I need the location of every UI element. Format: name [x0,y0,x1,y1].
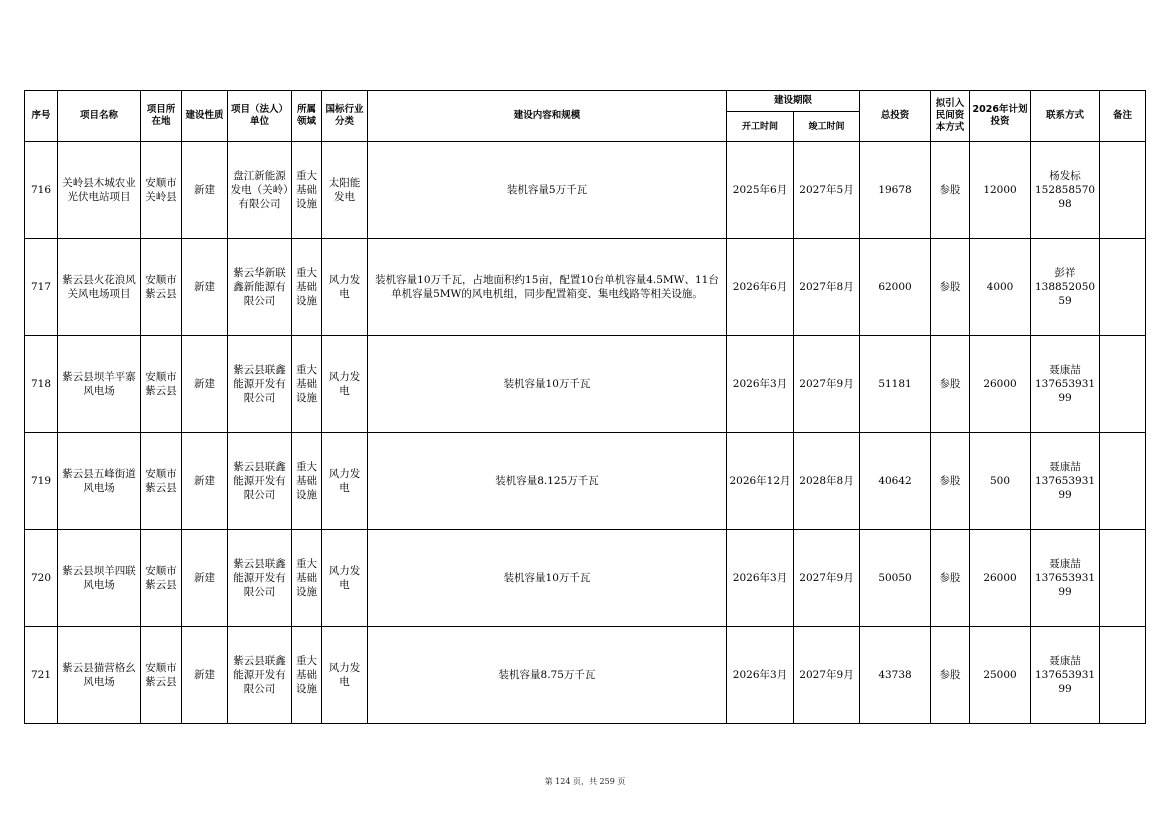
cell-contact [1031,627,1100,724]
cell-contact [1031,433,1100,530]
cell-location: 安顺市紫云县 [141,627,182,724]
cell-contact [1031,239,1100,336]
header-contact: 联系方式 [1031,91,1100,142]
contact-phone: 13885205059 [1034,281,1096,307]
cell-end: 2027年9月 [794,627,860,724]
header-period: 建设期限 [727,91,860,112]
cell-invest: 40642 [860,433,931,530]
cell-content: 装机容量5万千瓦 [368,142,727,239]
cell-note [1100,433,1146,530]
cell-seq: 716 [25,142,58,239]
cell-capital: 参股 [931,142,970,239]
cell-industry: 风力发电 [322,433,368,530]
cell-content: 装机容量8.125万千瓦 [368,433,727,530]
cell-domain: 重大基础设施 [292,142,322,239]
cell-end: 2027年5月 [794,142,860,239]
header-invest: 总投资 [860,91,931,142]
header-row-1 [25,91,1146,112]
header-industry: 国标行业分类 [322,91,368,142]
cell-location: 安顺市紫云县 [141,336,182,433]
cell-location: 安顺市紫云县 [141,239,182,336]
cell-unit: 紫云县联鑫能源开发有限公司 [228,336,292,433]
contact-phone: 15285857098 [1034,184,1096,210]
cell-start: 2025年6月 [727,142,794,239]
cell-seq: 721 [25,627,58,724]
cell-name: 紫云县五峰街道风电场 [58,433,141,530]
contact-phone: 13765393199 [1034,475,1096,501]
cell-industry: 风力发电 [322,336,368,433]
cell-unit: 紫云华新联鑫新能源有限公司 [228,239,292,336]
cell-note [1100,627,1146,724]
header-note: 备注 [1100,91,1146,142]
cell-plan: 4000 [970,239,1031,336]
cell-nature: 新建 [182,142,228,239]
cell-unit: 紫云县联鑫能源开发有限公司 [228,627,292,724]
header-nature: 建设性质 [182,91,228,142]
cell-invest: 19678 [860,142,931,239]
contact-name: 聂康喆 [1049,655,1081,667]
table-row [25,530,1146,627]
cell-name: 紫云县坝羊四联风电场 [58,530,141,627]
header-domain: 所属领域 [292,91,322,142]
page-footer: 第 124 页，共 259 页 [544,777,626,786]
cell-invest: 43738 [860,627,931,724]
cell-start: 2026年6月 [727,239,794,336]
contact-phone: 13765393199 [1034,572,1096,598]
cell-plan: 25000 [970,627,1031,724]
cell-industry: 太阳能发电 [322,142,368,239]
cell-nature: 新建 [182,627,228,724]
cell-contact [1031,530,1100,627]
cell-capital: 参股 [931,530,970,627]
contact-name: 聂康喆 [1049,461,1081,473]
cell-end: 2027年8月 [794,239,860,336]
header-plan: 2026年计划投资 [970,91,1031,142]
cell-nature: 新建 [182,239,228,336]
cell-domain: 重大基础设施 [292,627,322,724]
cell-note [1100,239,1146,336]
cell-start: 2026年3月 [727,336,794,433]
contact-name: 杨发标 [1049,170,1081,182]
cell-name: 关岭县木城农业光伏电站项目 [58,142,141,239]
cell-unit: 紫云县联鑫能源开发有限公司 [228,530,292,627]
cell-seq: 718 [25,336,58,433]
cell-capital: 参股 [931,239,970,336]
cell-name: 紫云县坝羊平寨风电场 [58,336,141,433]
cell-invest: 50050 [860,530,931,627]
cell-end: 2028年8月 [794,433,860,530]
cell-name: 紫云县猫营格幺风电场 [58,627,141,724]
project-table [24,90,1146,724]
header-end: 竣工时间 [794,112,860,142]
contact-name: 彭祥 [1054,267,1076,279]
cell-nature: 新建 [182,336,228,433]
cell-contact [1031,336,1100,433]
cell-start: 2026年12月 [727,433,794,530]
cell-invest: 51181 [860,336,931,433]
cell-capital: 参股 [931,627,970,724]
cell-note [1100,142,1146,239]
cell-note [1100,336,1146,433]
cell-invest: 62000 [860,239,931,336]
cell-nature: 新建 [182,433,228,530]
cell-content: 装机容量10万千瓦，占地面积约15亩，配置10台单机容量4.5MW、11台单机容量5MW的风电机组，同步配置箱变、集电线路等相关设施。 [368,239,727,336]
cell-location: 安顺市紫云县 [141,530,182,627]
table-row [25,336,1146,433]
header-capital: 拟引入民间资本方式 [931,91,970,142]
table-row [25,142,1146,239]
cell-unit: 盘江新能源发电（关岭）有限公司 [228,142,292,239]
cell-seq: 719 [25,433,58,530]
header-unit: 项目（法人）单位 [228,91,292,142]
cell-content: 装机容量10万千瓦 [368,530,727,627]
cell-domain: 重大基础设施 [292,530,322,627]
cell-content: 装机容量10万千瓦 [368,336,727,433]
cell-domain: 重大基础设施 [292,336,322,433]
cell-end: 2027年9月 [794,336,860,433]
cell-nature: 新建 [182,530,228,627]
contact-name: 聂康喆 [1049,558,1081,570]
cell-industry: 风力发电 [322,239,368,336]
cell-location: 安顺市关岭县 [141,142,182,239]
cell-industry: 风力发电 [322,530,368,627]
cell-content: 装机容量8.75万千瓦 [368,627,727,724]
cell-domain: 重大基础设施 [292,239,322,336]
cell-seq: 717 [25,239,58,336]
cell-location: 安顺市紫云县 [141,433,182,530]
table-body [25,142,1146,724]
cell-note [1100,530,1146,627]
header-name: 项目名称 [58,91,141,142]
header-start: 开工时间 [727,112,794,142]
table-row [25,239,1146,336]
header-location: 项目所在地 [141,91,182,142]
cell-contact [1031,142,1100,239]
cell-name: 紫云县火花浪风关风电场项目 [58,239,141,336]
header-content: 建设内容和规模 [368,91,727,142]
cell-plan: 26000 [970,336,1031,433]
contact-phone: 13765393199 [1034,378,1096,404]
cell-unit: 紫云县联鑫能源开发有限公司 [228,433,292,530]
cell-domain: 重大基础设施 [292,433,322,530]
contact-phone: 13765393199 [1034,669,1096,695]
header-seq: 序号 [25,91,58,142]
cell-seq: 720 [25,530,58,627]
cell-plan: 500 [970,433,1031,530]
cell-plan: 12000 [970,142,1031,239]
cell-capital: 参股 [931,336,970,433]
cell-start: 2026年3月 [727,627,794,724]
contact-name: 聂康喆 [1049,364,1081,376]
table-row [25,433,1146,530]
cell-start: 2026年3月 [727,530,794,627]
cell-plan: 26000 [970,530,1031,627]
table-row [25,627,1146,724]
cell-industry: 风力发电 [322,627,368,724]
cell-end: 2027年9月 [794,530,860,627]
cell-capital: 参股 [931,433,970,530]
